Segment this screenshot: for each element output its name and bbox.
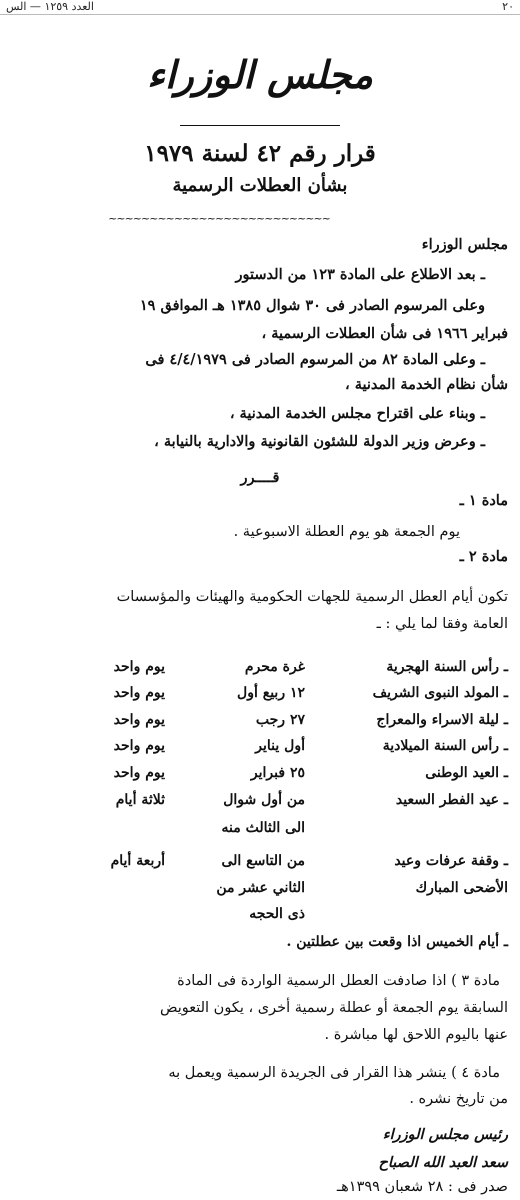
article4-line: مادة ٤ ) ينشر هذا القرار فى الجريدة الرسمية ويعمل به (168, 1065, 500, 1081)
preamble-line: ـ وبناء على اقتراح مجلس الخدمة المدنية ، (229, 405, 485, 422)
article1-label: مادة ١ ـ (459, 492, 508, 509)
article3-line: مادة ٣ ) اذا صادفت العطل الرسمية الواردة فى المادة (177, 973, 500, 989)
holiday-name: ـ رأس السنة الهجرية (386, 659, 508, 675)
holiday-date-continued: الثاني عشر من (216, 880, 305, 896)
decree-title: قرار رقم ٤٢ لسنة ١٩٧٩ (144, 140, 376, 167)
holiday-name: ـ عيد الفطر السعيد (395, 792, 508, 808)
preamble-line: ـ وعرض وزير الدولة للشئون القانونية والادارية بالنيابة ، (154, 433, 485, 450)
holiday-name: ـ ليلة الاسراء والمعراج (376, 712, 508, 728)
preamble-line: وعلى المرسوم الصادر فى ٣٠ شوال ١٣٨٥ هـ الموافق ١٩ (139, 297, 485, 314)
holiday-date: ٢٥ فبراير (250, 765, 305, 781)
holiday-date: غرة محرم (244, 659, 305, 675)
holiday-date: ١٢ ربيع أول (237, 685, 305, 701)
article2-intro: تكون أيام العطل الرسمية للجهات الحكومية والهيئات والمؤسسات (116, 589, 508, 605)
preamble-line: ـ وعلى المادة ٨٢ من المرسوم الصادر فى ٤/٤/١٩٧٩ فى (145, 351, 485, 368)
article4-line: من تاريخ نشره . (409, 1091, 508, 1107)
decided-heading: قــــرر (240, 469, 280, 486)
article3-line: عنها باليوم اللاحق لها مباشرة . (324, 1027, 508, 1043)
article3-line: السابقة يوم الجمعة أو عطلة رسمية أخرى ، يكون التعويض (159, 1000, 508, 1016)
holiday-date: ٢٧ رجب (255, 712, 305, 728)
holiday-date: من أول شوال (223, 792, 305, 808)
holiday-name: ـ وقفة عرفات وعيد (394, 853, 508, 869)
holiday-duration: ثلاثة أيام (115, 792, 165, 808)
page-number: ٢٠ (502, 0, 514, 13)
issue-date: صدر فى : ٢٨ شعبان ١٣٩٩هـ (336, 1179, 508, 1195)
decree-subject: بشأن العطلات الرسمية (172, 175, 348, 196)
article2-intro: العامة وفقا لما يلي : ـ (376, 616, 508, 632)
article1-text: يوم الجمعة هو يوم العطلة الاسبوعية . (233, 524, 460, 540)
council-title: مجلس الوزراء (146, 52, 374, 97)
holiday-duration: يوم واحد (113, 738, 165, 754)
holiday-name: ـ أيام الخميس اذا وقعت بين عطلتين . (286, 934, 508, 950)
holiday-duration: يوم واحد (113, 765, 165, 781)
holiday-date-continued: الى الثالث منه (221, 820, 305, 836)
holiday-date-continued: ذى الحجه (249, 906, 305, 922)
signature-role: رئيس مجلس الوزراء (382, 1126, 508, 1143)
preamble-line: ـ بعد الاطلاع على المادة ١٢٣ من الدستور (235, 266, 485, 283)
preamble-heading: مجلس الوزراء (421, 236, 508, 253)
ornament-divider (180, 120, 340, 126)
preamble-line: فبراير ١٩٦٦ فى شأن العطلات الرسمية ، (261, 325, 508, 342)
page-header (0, 0, 520, 15)
holiday-date: من التاسع الى (221, 853, 305, 869)
issue-label: العدد ١٢٥٩ — الس (6, 0, 94, 13)
holiday-date: أول يناير (255, 738, 305, 754)
signature-name: سعد العبد الله الصباح (378, 1154, 508, 1171)
holiday-name-continued: الأضحى المبارك (415, 880, 508, 896)
preamble-line: شأن نظام الخدمة المدنية ، (345, 376, 508, 393)
holiday-duration: أربعة أيام (110, 853, 165, 869)
holiday-duration: يوم واحد (113, 712, 165, 728)
holiday-name: ـ رأس السنة الميلادية (382, 738, 508, 754)
holiday-name: ـ العيد الوطنى (425, 765, 508, 781)
holiday-duration: يوم واحد (113, 685, 165, 701)
wavy-divider: ~~~~~~~~~~~~~~~~~~~~~~~~~~~ (108, 212, 330, 225)
article2-label: مادة ٢ ـ (459, 548, 508, 565)
holiday-name: ـ المولد النبوى الشريف (372, 685, 508, 701)
holiday-duration: يوم واحد (113, 659, 165, 675)
